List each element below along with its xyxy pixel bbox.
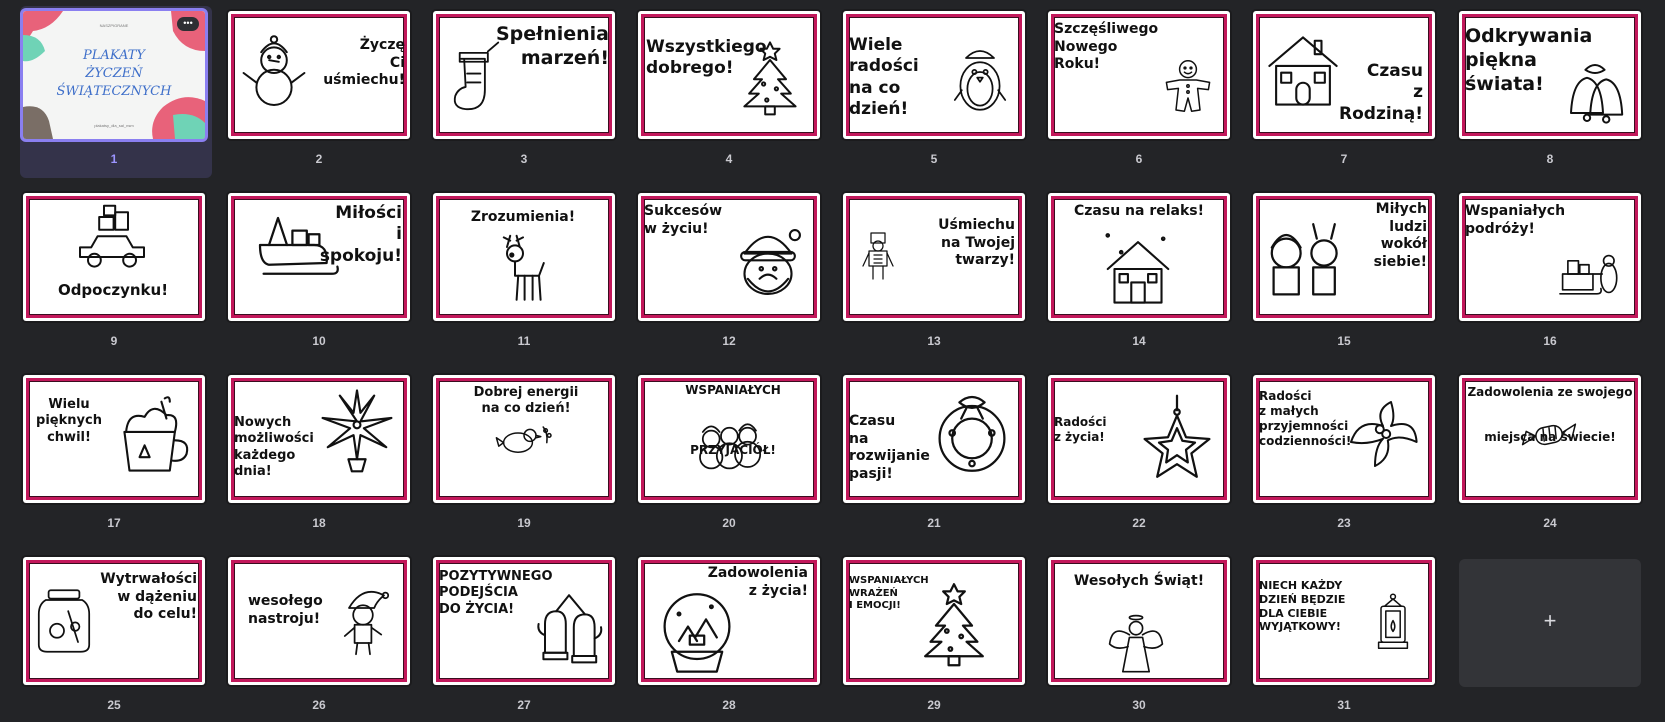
wreath-icon	[927, 383, 1017, 483]
slide-thumbnail-31[interactable]	[1253, 557, 1439, 717]
slide-thumbnail-14[interactable]	[1048, 193, 1234, 353]
cover-title: PLAKATY ŻYCZEŃ ŚWIĄTECZNYCH	[56, 48, 172, 99]
slide-thumbnail-16[interactable]	[1459, 193, 1645, 353]
penguin-sled-icon	[1549, 241, 1629, 307]
slide-preview[interactable]	[638, 11, 820, 139]
slide-caption: Życzę Ci uśmiechu!	[323, 37, 405, 88]
slide-number: 27	[517, 698, 531, 712]
slide-caption: Radości z życia!	[1054, 415, 1107, 444]
slide-preview[interactable]	[433, 193, 615, 321]
reindeer-icon	[483, 231, 563, 311]
slide-caption: NIECH KAŻDY DZIEŃ BĘDZIE DLA CIEBIE WYJĄTKOWY!	[1259, 579, 1346, 634]
robin-bird-icon	[469, 409, 579, 469]
slide-number: 23	[1337, 516, 1351, 530]
slide-caption: Dobrej energii na co dzień!	[473, 385, 579, 417]
slide-caption: Zrozumienia!	[470, 209, 576, 225]
slide-thumbnail-23[interactable]	[1253, 375, 1439, 535]
cover-bottom-text: plakatsy_dla_sal_nsm	[94, 123, 134, 128]
snowy-house-icon	[1078, 227, 1198, 311]
cover-top-text: NASZPIGRANE	[99, 23, 129, 28]
slide-caption: Radości z małych przyjemności codzienności!	[1259, 389, 1352, 448]
slide-thumbnail-6[interactable]	[1048, 11, 1234, 171]
slide-caption: Zadowolenia ze swojego miejsca na świecie!	[1467, 385, 1633, 444]
slide-thumbnail-26[interactable]	[228, 557, 414, 717]
slide-thumbnail-10[interactable]	[228, 193, 414, 353]
slide-preview[interactable]	[1048, 557, 1230, 685]
slide-caption: Zadowolenia z życia!	[707, 565, 808, 599]
angel-icon	[1096, 611, 1176, 677]
bells-icon	[1555, 49, 1635, 129]
cocoa-mug-icon	[111, 389, 195, 485]
gingerbread-house-icon	[1261, 21, 1345, 121]
slide-preview[interactable]	[1459, 375, 1641, 503]
slide-number: 2	[315, 152, 323, 166]
slide-caption: Nowych możliwości każdego dnia!	[234, 415, 314, 479]
add-slide-button[interactable]: +	[1459, 559, 1641, 687]
slide-thumbnail-22[interactable]	[1048, 375, 1234, 535]
slide-number: 26	[312, 698, 326, 712]
slide-preview[interactable]	[638, 375, 820, 503]
slide-number: 11	[517, 334, 531, 348]
gingerbread-man-icon	[1158, 41, 1218, 131]
slide-thumbnail-28[interactable]	[638, 557, 824, 717]
slide-number: 14	[1132, 334, 1146, 348]
slide-caption: WSPANIAŁYCH WRAŻEŃ I EMOCJI!	[849, 575, 929, 611]
slide-preview[interactable]	[843, 11, 1025, 139]
slide-preview[interactable]	[228, 11, 410, 139]
slide-thumbnail-8[interactable]	[1459, 11, 1645, 171]
slide-number: 4	[725, 152, 733, 166]
poinsettia-icon	[314, 385, 400, 475]
snowman-icon	[234, 23, 314, 123]
slide-number: 7	[1340, 152, 1348, 166]
slide-caption: Uśmiechu na Twojej twarzy!	[938, 217, 1015, 268]
slide-thumbnail-21[interactable]	[843, 375, 1029, 535]
slide-caption: Sukcesów w życiu!	[644, 203, 723, 237]
slide-caption: Spełnienia marzeń!	[495, 23, 609, 69]
slide-number: 19	[517, 516, 531, 530]
slide-number: 17	[107, 516, 121, 530]
penguin-icon	[945, 29, 1015, 129]
slide-number: 3	[520, 152, 528, 166]
slide-preview[interactable]	[843, 557, 1025, 685]
slide-preview[interactable]	[1459, 11, 1641, 139]
slide-number: 24	[1543, 516, 1557, 530]
slide-number: 10	[312, 334, 326, 348]
santa-reindeer-icon	[1259, 217, 1353, 307]
car-with-gifts-icon	[67, 201, 157, 281]
slide-preview[interactable]	[433, 11, 615, 139]
slide-number: 5	[930, 152, 938, 166]
slide-thumbnail-20[interactable]	[638, 375, 824, 535]
slide-thumbnail-1[interactable]	[23, 11, 209, 171]
slide-caption: Wesołych Świąt!	[1073, 573, 1205, 589]
slide-caption: wesołego nastroju!	[248, 593, 323, 627]
slide-thumbnail-4[interactable]	[638, 11, 824, 171]
slide-caption: Miłych ludzi wokół siebie!	[1373, 201, 1427, 270]
slide-caption: Czasu na rozwijanie pasji!	[849, 413, 930, 482]
slide-preview[interactable]	[1253, 193, 1435, 321]
star-ornament-icon	[1132, 389, 1222, 489]
slide-number: 1	[110, 152, 118, 166]
slide-preview[interactable]	[638, 557, 820, 685]
slide-number: 20	[722, 516, 736, 530]
slide-caption: Wspaniałych podróży!	[1465, 203, 1566, 237]
slide-preview[interactable]	[1459, 193, 1641, 321]
slide-caption: Czasu na relaks!	[1073, 203, 1204, 219]
slide-preview[interactable]	[433, 557, 615, 685]
slide-preview[interactable]	[433, 375, 615, 503]
slide-number: 13	[927, 334, 941, 348]
slide-caption: Wiele radości na co dzień!	[849, 35, 919, 119]
slide-preview[interactable]	[23, 375, 205, 503]
slide-thumbnail-27[interactable]	[433, 557, 619, 717]
slide-preview[interactable]	[1048, 193, 1230, 321]
slide-thumbnail-9[interactable]	[23, 193, 209, 353]
slide-preview[interactable]	[638, 193, 820, 321]
slide-preview[interactable]	[1253, 375, 1435, 503]
slide-number: 8	[1546, 152, 1554, 166]
slide-preview[interactable]	[23, 11, 205, 139]
slide-thumbnail-17[interactable]	[23, 375, 209, 535]
slide-thumbnail-7[interactable]	[1253, 11, 1439, 171]
slide-caption: Wytrwałości w dążeniu do celu!	[100, 571, 197, 622]
snow-globe-icon	[652, 587, 742, 677]
slide-number: 18	[312, 516, 326, 530]
slide-caption: Miłości i spokoju!	[319, 203, 402, 266]
slide-thumbnail-25[interactable]	[23, 557, 209, 717]
slide-thumbnail-13[interactable]	[843, 193, 1029, 353]
slide-caption: Odkrywania piękna świata!	[1465, 25, 1593, 95]
slide-caption: WSPANIAŁYCH PRZYJACIÓŁ!	[685, 383, 781, 457]
slide-number: 15	[1337, 334, 1351, 348]
slide-thumbnail-29[interactable]	[843, 557, 1029, 717]
candy-jar-icon	[29, 571, 99, 671]
slide-thumbnail-11[interactable]	[433, 193, 619, 353]
slide-preview[interactable]	[23, 557, 205, 685]
slide-number: 22	[1132, 516, 1146, 530]
slide-thumbnail-2[interactable]	[228, 11, 414, 171]
slide-number: 12	[722, 334, 736, 348]
slide-preview[interactable]	[1253, 11, 1435, 139]
slide-thumbnail-5[interactable]	[843, 11, 1029, 171]
slide-preview[interactable]	[1048, 11, 1230, 139]
slide-number: 25	[107, 698, 121, 712]
slide-thumbnail-30[interactable]	[1048, 557, 1234, 717]
slide-number: 21	[927, 516, 941, 530]
nutcracker-icon	[853, 201, 903, 311]
slide-thumbnail-3[interactable]	[433, 11, 619, 171]
slide-preview[interactable]	[843, 193, 1025, 321]
slide-number: 16	[1543, 334, 1557, 348]
slide-thumbnail-19[interactable]	[433, 375, 619, 535]
slide-thumbnail-24[interactable]	[1459, 375, 1645, 535]
slide-preview[interactable]	[228, 557, 410, 685]
slide-number: 29	[927, 698, 941, 712]
slide-caption: Wszystkiego dobrego!	[646, 37, 767, 79]
slide-number: 9	[110, 334, 118, 348]
slide-preview[interactable]	[228, 193, 410, 321]
slide-caption: POZYTYWNEGO PODEJŚCIA DO ŻYCIA!	[439, 569, 553, 617]
slide-thumbnail-12[interactable]	[638, 193, 824, 353]
cover-slide	[23, 11, 205, 139]
slide-caption: Czasu z Rodziną!	[1339, 61, 1423, 124]
slide-caption: Odpoczynku!	[57, 281, 169, 299]
slide-number: 31	[1337, 698, 1351, 712]
slide-number: 6	[1135, 152, 1143, 166]
slide-preview[interactable]	[843, 375, 1025, 503]
slide-caption: Wielu pięknych chwil!	[36, 397, 102, 445]
slide-number: 30	[1132, 698, 1146, 712]
slide-preview[interactable]	[1253, 557, 1435, 685]
lantern-icon	[1363, 573, 1423, 673]
slide-caption: Szczęśliwego Nowego Roku!	[1054, 21, 1159, 72]
slide-number: 28	[722, 698, 736, 712]
slide-preview[interactable]	[228, 375, 410, 503]
more-options-button[interactable]: •••	[177, 17, 199, 31]
slide-thumbnail-15[interactable]	[1253, 193, 1439, 353]
slide-preview[interactable]	[1048, 375, 1230, 503]
slide-thumbnail-18[interactable]	[228, 375, 414, 535]
slide-preview[interactable]	[23, 193, 205, 321]
